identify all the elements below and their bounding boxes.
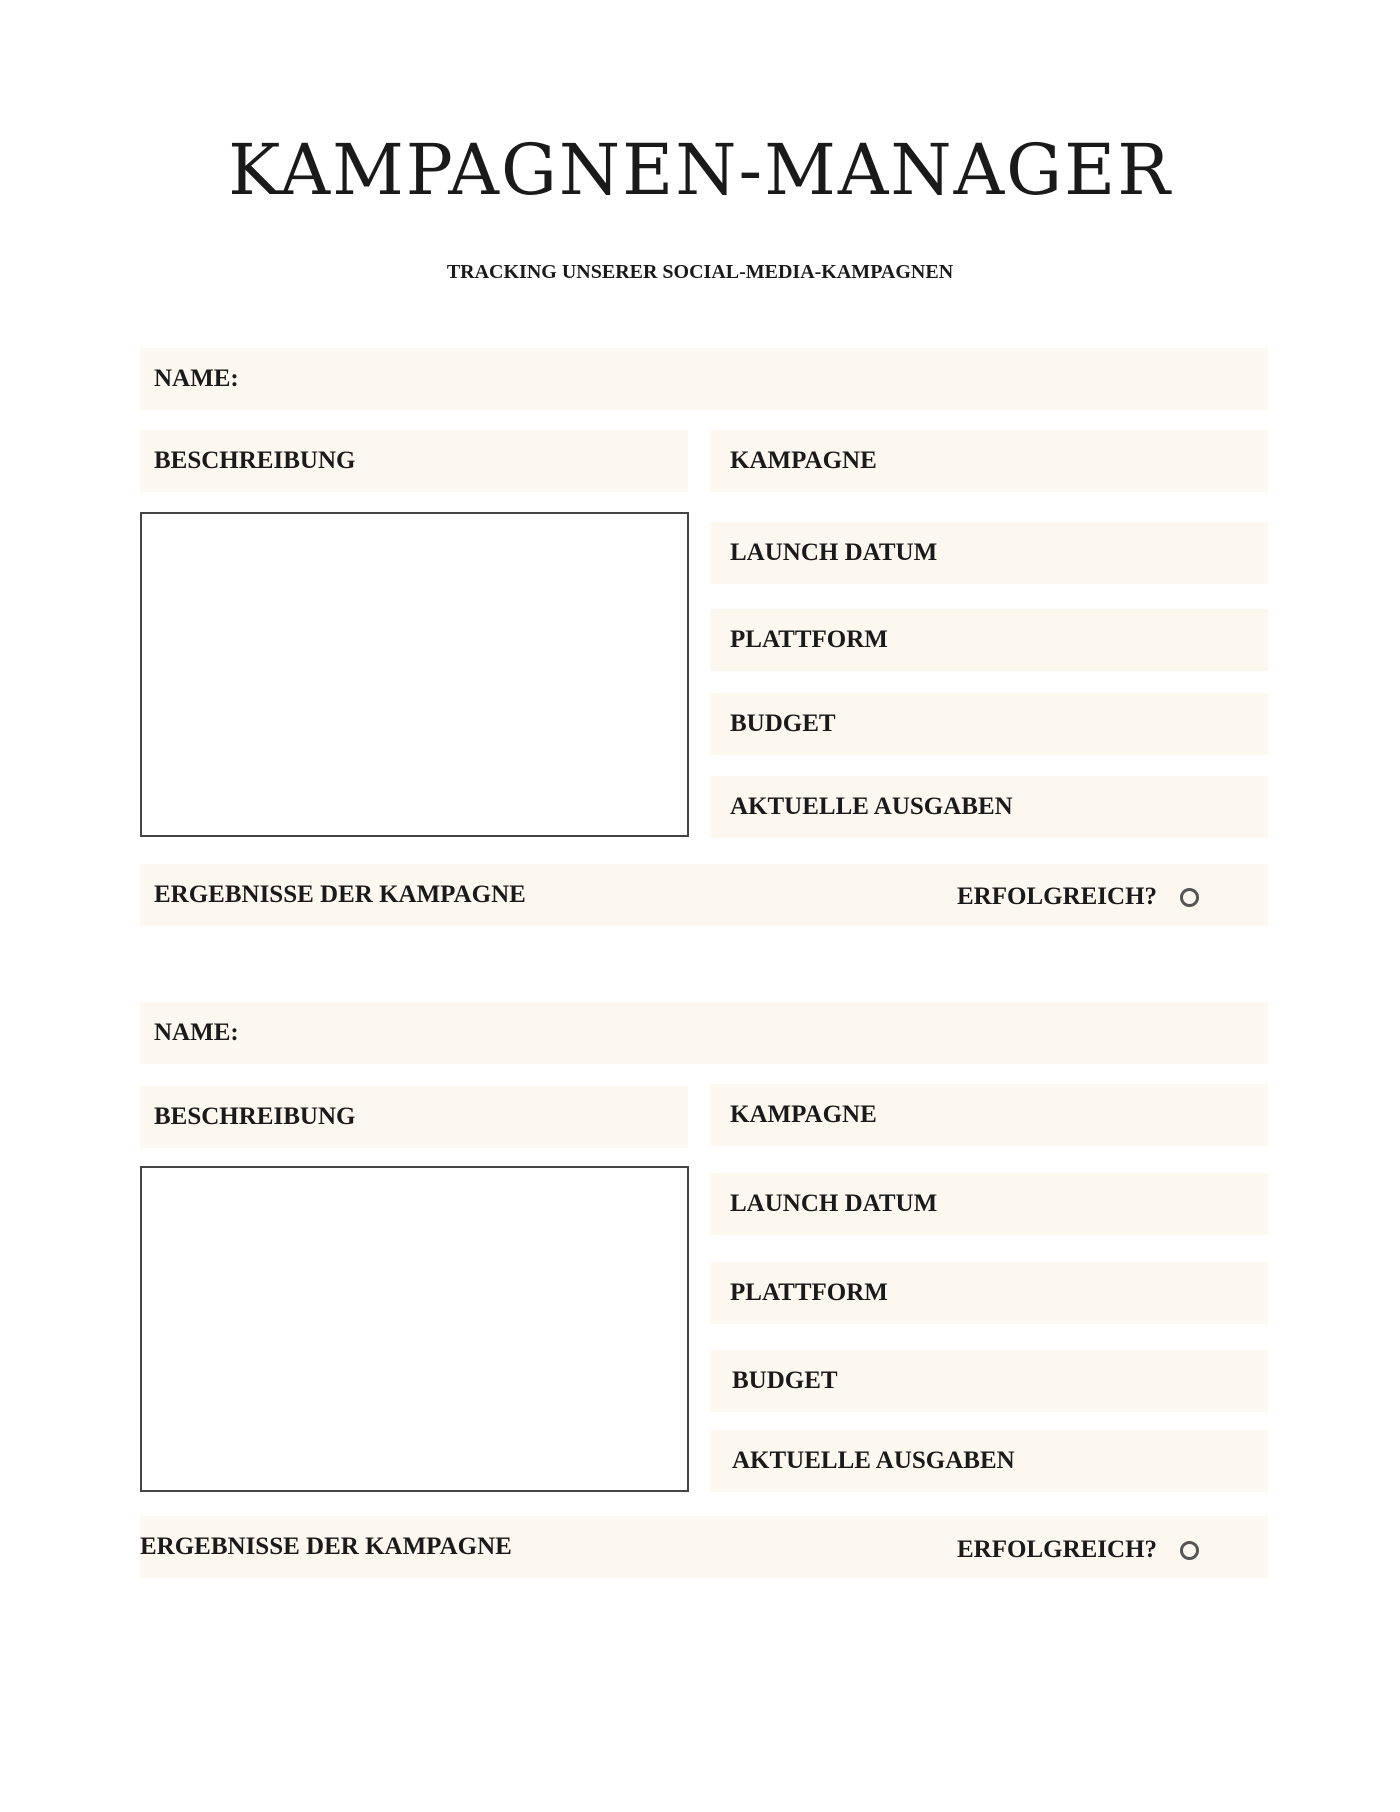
- campaign-1-platform-field[interactable]: [710, 609, 1268, 671]
- campaign-2-spend-label: AKTUELLE AUSGABEN: [732, 1447, 1015, 1474]
- campaign-2-launch-date-label: LAUNCH DATUM: [730, 1190, 938, 1217]
- campaign-2-platform-label: PLATTFORM: [730, 1279, 888, 1306]
- campaign-1-platform-label: PLATTFORM: [730, 626, 888, 653]
- campaign-2-launch-date-field[interactable]: [710, 1173, 1268, 1235]
- page-title: KAMPAGNEN-MANAGER: [228, 129, 1172, 211]
- campaign-2-results-label: ERGEBNISSE DER KAMPAGNE: [140, 1533, 512, 1560]
- campaign-2-name-field[interactable]: [140, 1002, 1268, 1064]
- campaign-1-spend-field[interactable]: [710, 776, 1268, 838]
- campaign-1-results-label: ERGEBNISSE DER KAMPAGNE: [154, 881, 526, 908]
- campaign-1-spend-label: AKTUELLE AUSGABEN: [730, 793, 1013, 820]
- campaign-1-name-field[interactable]: [140, 348, 1268, 410]
- campaign-1-description-header: [140, 430, 688, 492]
- campaign-1-budget-field[interactable]: [710, 693, 1268, 755]
- campaign-2-budget-field[interactable]: [710, 1350, 1268, 1412]
- campaign-1-budget-label: BUDGET: [730, 710, 836, 737]
- campaign-1-launch-date-label: LAUNCH DATUM: [730, 539, 938, 566]
- campaign-2-description-header: [140, 1086, 688, 1148]
- campaign-2-description-box[interactable]: [140, 1166, 689, 1492]
- campaign-1-description-box[interactable]: [140, 512, 689, 837]
- campaign-2-spend-field[interactable]: [710, 1430, 1268, 1492]
- campaign-1-success-label: ERFOLGREICH?: [957, 883, 1158, 910]
- campaign-2-budget-label: BUDGET: [732, 1367, 838, 1394]
- campaign-1-success-radio[interactable]: [1180, 888, 1199, 907]
- campaign-1-campaign-field[interactable]: [710, 430, 1268, 492]
- campaign-2-platform-field[interactable]: [710, 1262, 1268, 1324]
- campaign-1-name-label: NAME:: [154, 365, 239, 392]
- campaign-2-campaign-field[interactable]: [710, 1084, 1268, 1146]
- campaign-2-description-label: BESCHREIBUNG: [154, 1103, 356, 1130]
- campaign-2-success-label: ERFOLGREICH?: [957, 1536, 1158, 1563]
- campaign-2-name-label: NAME:: [154, 1019, 239, 1046]
- campaign-1-launch-date-field[interactable]: [710, 522, 1268, 584]
- campaign-1-campaign-label: KAMPAGNE: [730, 447, 877, 474]
- campaign-2-campaign-label: KAMPAGNE: [730, 1101, 877, 1128]
- page-subtitle: TRACKING UNSERER SOCIAL-MEDIA-KAMPAGNEN: [446, 261, 954, 283]
- campaign-1-description-label: BESCHREIBUNG: [154, 447, 356, 474]
- campaign-2-success-radio[interactable]: [1180, 1541, 1199, 1560]
